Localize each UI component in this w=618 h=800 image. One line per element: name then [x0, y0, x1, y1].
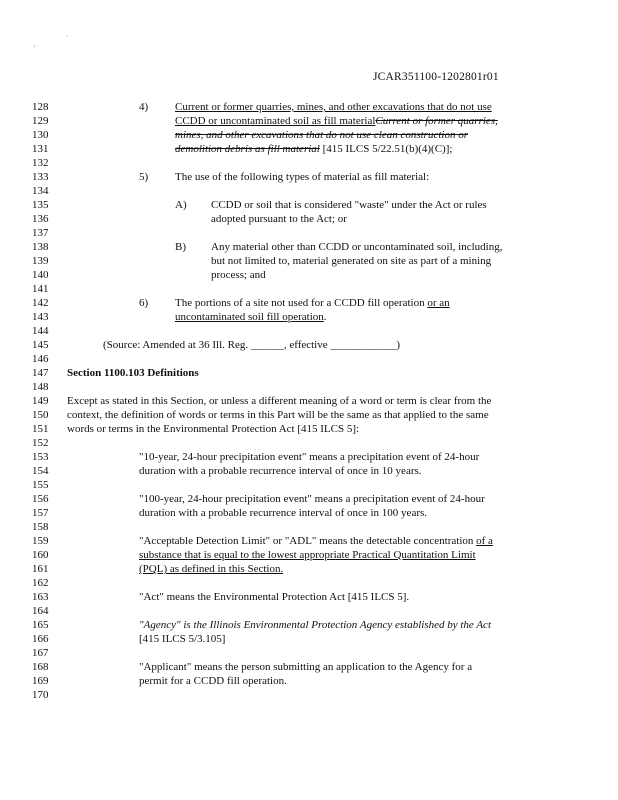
item-text: Current or former quarries, mines, and other excavations that do not use	[175, 101, 492, 113]
item-number: 4)	[139, 101, 149, 113]
line-number: 129	[32, 115, 49, 127]
subitem-number: B)	[175, 241, 186, 253]
scan-mark: '	[34, 44, 36, 53]
item-text	[175, 296, 450, 310]
line-number: 128	[32, 101, 49, 113]
item-text-part: The portions of a site not used for a CCDD fill operation	[175, 297, 428, 309]
line-number: 169	[32, 675, 49, 687]
line-number: 159	[32, 535, 49, 547]
definition-text: duration with a probable recurrence interval of once in 100 years.	[139, 507, 428, 519]
definition-text	[139, 534, 493, 548]
definition-text: [415 ILCS 5/3.105]	[139, 633, 226, 645]
item-text	[175, 142, 452, 156]
line-number: 138	[32, 241, 49, 253]
struck-text: Current or former quarries,	[375, 115, 498, 127]
definition-text: "100-year, 24-hour precipitation event" means a precipitation event of 24-hour	[139, 493, 485, 505]
inserted-text: (PQL) as defined in this Section.	[139, 563, 284, 575]
line-number: 156	[32, 493, 49, 505]
intro-text: Except as stated in this Section, or unless a different meaning of a word or term is clear from the	[67, 395, 492, 407]
line-number: 130	[32, 129, 49, 141]
line-number: 132	[32, 157, 49, 169]
line-number: 136	[32, 213, 49, 225]
inserted-text: CCDD or uncontaminated soil as fill material	[175, 115, 376, 127]
line-number: 154	[32, 465, 49, 477]
line-number: 139	[32, 255, 49, 267]
line-number: 140	[32, 269, 49, 281]
item-text-part: .	[323, 311, 327, 323]
intro-text: words or terms in the Environmental Protection Act [415 ILCS 5]:	[67, 423, 360, 435]
line-number: 155	[32, 479, 49, 491]
definition-text	[139, 618, 491, 632]
line-number: 153	[32, 451, 49, 463]
citation: [415 ILCS 5/22.51(b)(4)(C)];	[319, 143, 453, 155]
item-text	[175, 114, 498, 128]
line-number: 137	[32, 227, 49, 239]
line-number: 131	[32, 143, 49, 155]
line-number: 134	[32, 185, 49, 197]
definition-text: "Act" means the Environmental Protection Act [415 ILCS 5].	[139, 591, 410, 603]
inserted-text: of a	[476, 535, 493, 547]
line-number: 163	[32, 591, 49, 603]
intro-text: context, the definition of words or terms in this Part will be the same as that applied to the same	[67, 409, 489, 421]
line-number: 165	[32, 619, 49, 631]
line-number: 143	[32, 311, 49, 323]
item-number: 5)	[139, 171, 149, 183]
line-number: 158	[32, 521, 49, 533]
line-number: 170	[32, 689, 49, 701]
definition-text-part: Environmental Protection Agency established by the Act	[243, 619, 491, 631]
line-number: 133	[32, 171, 49, 183]
struck-text: mines, and other excavations that do not use clean construction or	[175, 129, 468, 141]
inserted-text: uncontaminated soil fill operation	[175, 311, 324, 323]
line-number: 168	[32, 661, 49, 673]
subitem-number: A)	[175, 199, 187, 211]
definition-text-part: "Agency" is the Illinois	[139, 619, 244, 631]
section-heading: Section 1100.103 Definitions	[67, 367, 199, 379]
subitem-text: adopted pursuant to the Act; or	[211, 213, 347, 225]
line-number: 149	[32, 395, 49, 407]
subitem-text: Any material other than CCDD or uncontaminated soil, including,	[211, 241, 503, 253]
subitem-text: process; and	[211, 269, 266, 281]
document-id: JCAR351100-1202801r01	[373, 71, 499, 83]
line-number: 146	[32, 353, 49, 365]
line-number: 162	[32, 577, 49, 589]
line-number: 151	[32, 423, 49, 435]
struck-text: demolition debris as fill material	[175, 143, 320, 155]
subitem-text: CCDD or soil that is considered "waste" under the Act or rules	[211, 199, 487, 211]
line-number: 157	[32, 507, 49, 519]
line-number: 160	[32, 549, 49, 561]
line-number: 150	[32, 409, 49, 421]
definition-text-part: "Acceptable Detection Limit" or "ADL" means the detectable concentration	[139, 535, 477, 547]
line-number: 145	[32, 339, 49, 351]
item-number: 6)	[139, 297, 149, 309]
inserted-text: or an	[427, 297, 450, 309]
definition-text: permit for a CCDD fill operation.	[139, 675, 287, 687]
scan-mark: ·	[66, 32, 69, 41]
definition-text: "Applicant" means the person submitting an application to the Agency for a	[139, 661, 473, 673]
item-text	[175, 310, 327, 324]
line-number: 152	[32, 437, 49, 449]
line-number: 141	[32, 283, 49, 295]
line-number: 166	[32, 633, 49, 645]
line-number: 135	[32, 199, 49, 211]
line-number: 161	[32, 563, 49, 575]
line-number: 148	[32, 381, 49, 393]
item-text: The use of the following types of material as fill material:	[175, 171, 430, 183]
definition-text: duration with a probable recurrence interval of once in 10 years.	[139, 465, 422, 477]
source-note: (Source: Amended at 36 Ill. Reg. ______, effective ____________)	[103, 339, 401, 351]
line-number: 164	[32, 605, 49, 617]
line-number: 167	[32, 647, 49, 659]
line-number: 147	[32, 367, 49, 379]
subitem-text: but not limited to, material generated on site as part of a mining	[211, 255, 492, 267]
definition-text: "10-year, 24-hour precipitation event" means a precipitation event of 24-hour	[139, 451, 480, 463]
inserted-text: substance that is equal to the lowest appropriate Practical Quantitation Limit	[139, 549, 476, 561]
line-number: 142	[32, 297, 49, 309]
line-number: 144	[32, 325, 49, 337]
